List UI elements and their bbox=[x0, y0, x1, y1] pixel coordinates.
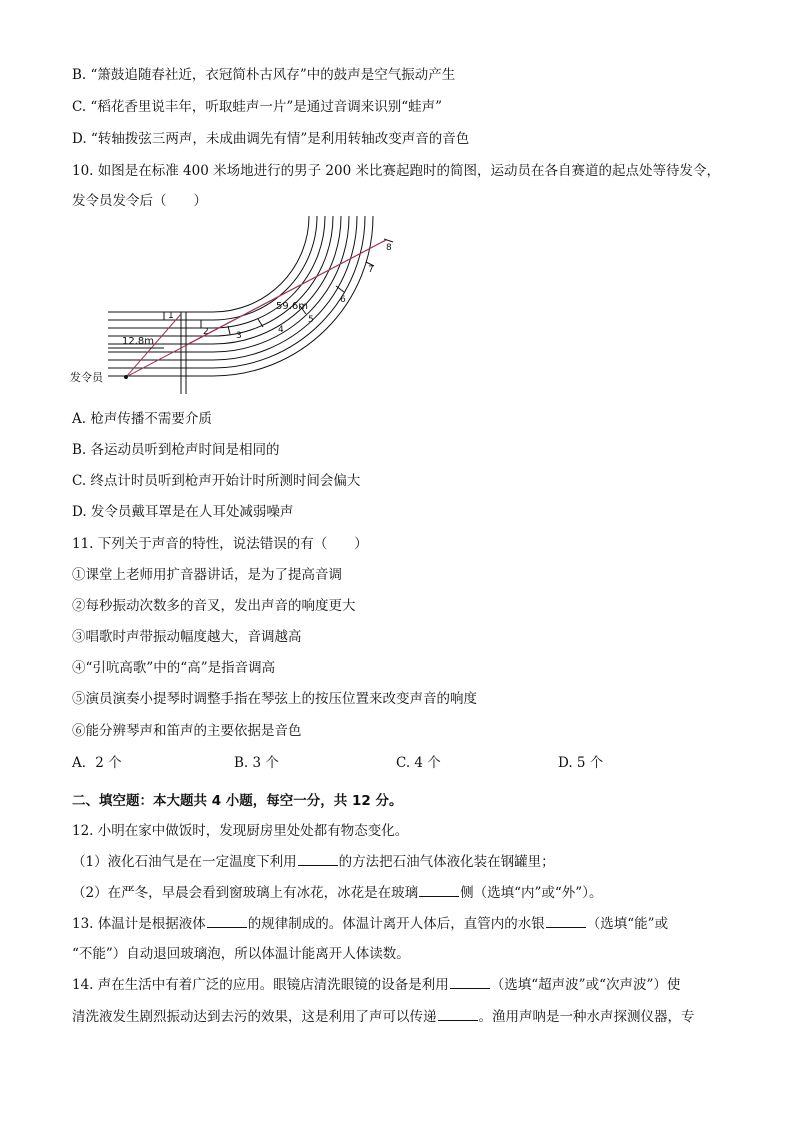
lane-number-5: 5 bbox=[308, 315, 314, 325]
q13-text-c: （选填“能”或 bbox=[586, 916, 669, 932]
q12-blank-2[interactable] bbox=[419, 884, 459, 897]
q12-stem: 12. 小明在家中做饭时，发现厨房里处处都有物态变化。 bbox=[72, 823, 409, 839]
q12-part2-text-b: 侧（选填“内”或“外”）。 bbox=[460, 885, 603, 901]
lane-number-1: 1 bbox=[168, 311, 174, 321]
q11-item-1: ①课堂上老师用扩音器讲话，是为了提高音调 bbox=[72, 567, 342, 583]
q11-item-3: ③唱歌时声带振动幅度越大，音调越高 bbox=[72, 629, 302, 645]
q12-blank-1[interactable] bbox=[298, 853, 338, 866]
q11-option-d: D. 5 个 bbox=[558, 755, 604, 771]
q12-part2-text-a: （2）在严冬，早晨会看到窗玻璃上有冰花，冰花是在玻璃 bbox=[72, 885, 419, 901]
lane-number-8: 8 bbox=[386, 243, 392, 253]
q12-part1-text-b: 的方法把石油气体液化装在钢罐里； bbox=[338, 854, 555, 870]
q14-blank-1[interactable] bbox=[450, 976, 490, 989]
label-12-8m: 12.8m bbox=[122, 336, 155, 347]
lane-number-7: 7 bbox=[368, 265, 374, 275]
q13-blank-2[interactable] bbox=[546, 915, 586, 928]
q10-option-a: A. 枪声传播不需要介质 bbox=[72, 411, 212, 427]
q12-part2 bbox=[72, 884, 602, 902]
q10-option-c: C. 终点计时员听到枪声开始计时所测时间会偏大 bbox=[72, 473, 361, 489]
distance-line-lane2 bbox=[188, 240, 386, 344]
q14-text-c: 清洗液发生剧烈振动达到去污的效果，这是利用了声可以传递 bbox=[72, 1009, 437, 1025]
q11-item-2: ②每秒振动次数多的音叉，发出声音的响度更大 bbox=[72, 598, 356, 614]
q14-text-b: （选填“超声波”或“次声波”）使 bbox=[490, 977, 681, 993]
q14-line1 bbox=[72, 976, 680, 994]
q11-item-6: ⑥能分辨琴声和笛声的主要依据是音色 bbox=[72, 723, 302, 739]
q10-option-b: B. 各运动员听到枪声时间是相同的 bbox=[72, 442, 280, 458]
q11-stem: 11. 下列关于声音的特性，说法错误的有（ ） bbox=[72, 536, 368, 552]
q14-blank-2[interactable] bbox=[438, 1008, 478, 1021]
lane-line-4 bbox=[108, 216, 333, 336]
q13-text-a: 13. 体温计是根据液体 bbox=[72, 916, 206, 932]
lane-line-6 bbox=[108, 216, 349, 352]
label-59-6m: 59.6m bbox=[276, 301, 309, 312]
q10-option-d: D. 发令员戴耳罩是在人耳处减弱噪声 bbox=[72, 504, 294, 520]
lane-number-4: 4 bbox=[278, 325, 284, 335]
section-heading: 二、填空题：本大题共 4 小题，每空一分，共 12 分。 bbox=[72, 793, 403, 809]
q11-item-5: ⑤演员演奏小提琴时调整手指在琴弦上的按压位置来改变声音的响度 bbox=[72, 691, 477, 707]
q10-stem-line1: 10. 如图是在标准 400 米场地进行的男子 200 米比赛起跑时的简图，运动员在各自赛道的起点处等待发令， bbox=[72, 163, 720, 179]
lane-line-1 bbox=[108, 216, 309, 312]
label-starter: 发令员 bbox=[70, 371, 103, 384]
q14-text-d: 。渔用声呐是一种水声探测仪器，专 bbox=[478, 1009, 695, 1025]
q13-line1 bbox=[72, 915, 668, 933]
q14-text-a: 14. 声在生活中有着广泛的应用。眼镜店清洗眼镜的设备是利用 bbox=[72, 977, 449, 993]
q11-option-a: A．2 个 bbox=[72, 755, 122, 771]
track-diagram bbox=[68, 214, 408, 394]
lane-number-3: 3 bbox=[236, 331, 242, 341]
q14-line2 bbox=[72, 1008, 695, 1026]
q10-stem-line2: 发令员发令后（ ） bbox=[72, 193, 207, 209]
lane-number-2: 2 bbox=[203, 327, 209, 337]
q11-option-c: C. 4 个 bbox=[396, 755, 441, 771]
q11-option-b: B. 3 个 bbox=[234, 755, 279, 771]
lane-number-6: 6 bbox=[340, 295, 346, 305]
q9-option-c: C. “稻花香里说丰年，听取蛙声一片”是通过音调来识别“蛙声” bbox=[72, 99, 443, 115]
q12-part1 bbox=[72, 853, 555, 871]
q12-part1-text-a: （1）液化石油气是在一定温度下利用 bbox=[72, 854, 297, 870]
starter-dot bbox=[124, 375, 128, 379]
q11-item-4: ④“引吭高歌”中的“高”是指音调高 bbox=[72, 660, 276, 676]
q13-text-b: 的规律制成的。体温计离开人体后，直管内的水银 bbox=[247, 916, 545, 932]
q13-blank-1[interactable] bbox=[207, 915, 247, 928]
q13-line2: “不能”）自动退回玻璃泡，所以体温计能离开人体读数。 bbox=[72, 946, 410, 962]
q9-option-b: B. “箫鼓追随春社近，衣冠简朴古风存”中的鼓声是空气振动产生 bbox=[72, 67, 456, 83]
q9-option-d: D. “转轴拨弦三两声，未成曲调先有情”是利用转轴改变声音的音色 bbox=[72, 131, 470, 147]
